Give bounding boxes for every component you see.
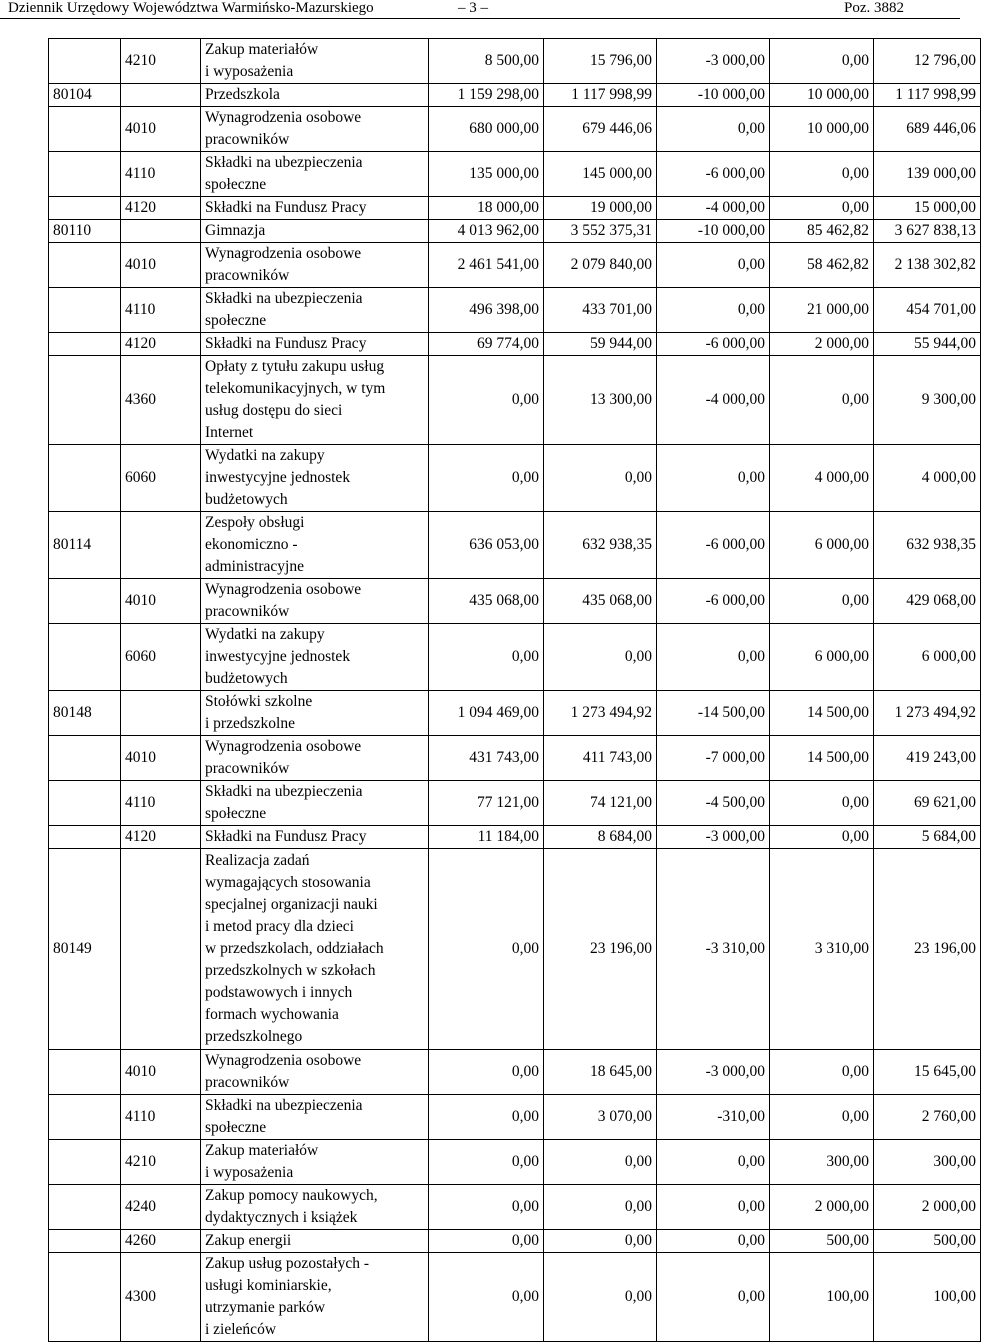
after-change-value: 454 701,00 (874, 288, 981, 333)
description-line: telekomunikacyjnych, w tym (205, 380, 386, 397)
chapter-cell (49, 1253, 121, 1342)
actual-value: 0,00 (544, 1185, 657, 1230)
description-line: Składki na ubezpieczenia (205, 290, 363, 307)
table-row (49, 356, 981, 445)
actual-value: 18 645,00 (544, 1050, 657, 1095)
chapter-cell (49, 736, 121, 781)
decrease-value: 0,00 (657, 445, 770, 512)
decrease-value: 0,00 (657, 1230, 770, 1253)
decrease-value: -3 000,00 (657, 826, 770, 849)
decrease-value: -6 000,00 (657, 333, 770, 356)
after-change-value: 429 068,00 (874, 579, 981, 624)
description-cell (201, 849, 429, 1050)
table-row (49, 197, 981, 220)
chapter-cell (49, 288, 121, 333)
decrease-value: -4 000,00 (657, 356, 770, 445)
table-row (49, 1185, 981, 1230)
table-row (49, 39, 981, 84)
after-change-value: 2 000,00 (874, 1185, 981, 1230)
plan-value: 0,00 (429, 624, 544, 691)
description-line: specjalnej organizacji nauki (205, 896, 378, 913)
after-change-value: 15 000,00 (874, 197, 981, 220)
after-change-value: 300,00 (874, 1140, 981, 1185)
decrease-value: -6 000,00 (657, 152, 770, 197)
description-line: i wyposażenia (205, 1164, 294, 1181)
table-row (49, 243, 981, 288)
description-line: Składki na ubezpieczenia (205, 1097, 363, 1114)
table-row (49, 84, 981, 107)
plan-value: 11 184,00 (429, 826, 544, 849)
chapter-cell (49, 333, 121, 356)
plan-value: 77 121,00 (429, 781, 544, 826)
paragraph-cell: 4110 (121, 152, 201, 197)
increase-value: 10 000,00 (770, 107, 874, 152)
description-line: budżetowych (205, 670, 288, 687)
page-header (0, 0, 960, 22)
actual-value: 74 121,00 (544, 781, 657, 826)
decrease-value: -3 000,00 (657, 39, 770, 84)
increase-value: 14 500,00 (770, 691, 874, 736)
chapter-cell (49, 197, 121, 220)
chapter-cell (49, 1095, 121, 1140)
description-line: Wynagrodzenia osobowe (205, 581, 362, 598)
after-change-value: 5 684,00 (874, 826, 981, 849)
decrease-value: -4 000,00 (657, 197, 770, 220)
description-line: Wydatki na zakupy (205, 626, 325, 643)
chapter-cell (49, 1185, 121, 1230)
chapter-cell (49, 1230, 121, 1253)
chapter-cell (49, 152, 121, 197)
description-line: Składki na Fundusz Pracy (205, 199, 367, 216)
description-line: Stołówki szkolne (205, 693, 313, 710)
decrease-value: -4 500,00 (657, 781, 770, 826)
description-line: społeczne (205, 176, 267, 193)
chapter-cell (49, 1050, 121, 1095)
paragraph-cell (121, 691, 201, 736)
paragraph-cell: 4260 (121, 1230, 201, 1253)
after-change-value: 3 627 838,13 (874, 220, 981, 243)
actual-value: 3 070,00 (544, 1095, 657, 1140)
increase-value: 58 462,82 (770, 243, 874, 288)
plan-value: 18 000,00 (429, 197, 544, 220)
description-line: inwestycyjne jednostek (205, 648, 351, 665)
table-row (49, 624, 981, 691)
after-change-value: 6 000,00 (874, 624, 981, 691)
table-row (49, 1050, 981, 1095)
description-line: i przedszkolne (205, 715, 295, 732)
description-line: pracowników (205, 760, 290, 777)
after-change-value: 1 117 998,99 (874, 84, 981, 107)
plan-value: 0,00 (429, 1185, 544, 1230)
description-cell (201, 1185, 429, 1230)
description-line: Wynagrodzenia osobowe (205, 109, 362, 126)
after-change-value: 500,00 (874, 1230, 981, 1253)
plan-value: 0,00 (429, 1253, 544, 1342)
table-row (49, 1230, 981, 1253)
after-change-value: 12 796,00 (874, 39, 981, 84)
chapter-cell (49, 356, 121, 445)
description-line: przedszkolnego (205, 1028, 303, 1045)
description-line: Składki na Fundusz Pracy (205, 335, 367, 352)
decrease-value: -3 310,00 (657, 849, 770, 1050)
increase-value: 0,00 (770, 197, 874, 220)
description-cell (201, 1253, 429, 1342)
plan-value: 0,00 (429, 1050, 544, 1095)
table-row (49, 826, 981, 849)
paragraph-cell: 4210 (121, 1140, 201, 1185)
description-line: Składki na Fundusz Pracy (205, 828, 367, 845)
plan-value: 496 398,00 (429, 288, 544, 333)
increase-value: 0,00 (770, 826, 874, 849)
paragraph-cell: 4010 (121, 243, 201, 288)
header-rule (0, 18, 960, 19)
chapter-cell (49, 624, 121, 691)
paragraph-cell: 6060 (121, 624, 201, 691)
description-line: Składki na ubezpieczenia (205, 783, 363, 800)
actual-value: 19 000,00 (544, 197, 657, 220)
description-line: podstawowych i innych (205, 984, 353, 1001)
paragraph-cell: 4240 (121, 1185, 201, 1230)
description-line: i wyposażenia (205, 63, 294, 80)
plan-value: 0,00 (429, 1230, 544, 1253)
after-change-value: 15 645,00 (874, 1050, 981, 1095)
description-line: Zakup pomocy naukowych, (205, 1187, 378, 1204)
plan-value: 0,00 (429, 1095, 544, 1140)
chapter-cell (49, 39, 121, 84)
plan-value: 0,00 (429, 849, 544, 1050)
increase-value: 10 000,00 (770, 84, 874, 107)
description-line: przedszkolnych w szkołach (205, 962, 376, 979)
description-cell (201, 220, 429, 243)
description-cell (201, 579, 429, 624)
table-row (49, 1140, 981, 1185)
decrease-value: 0,00 (657, 107, 770, 152)
description-line: społeczne (205, 1119, 267, 1136)
description-line: Przedszkola (205, 86, 280, 103)
decrease-value: 0,00 (657, 288, 770, 333)
actual-value: 2 079 840,00 (544, 243, 657, 288)
plan-value: 135 000,00 (429, 152, 544, 197)
increase-value: 3 310,00 (770, 849, 874, 1050)
description-line: dydaktycznych i książek (205, 1209, 358, 1226)
paragraph-cell (121, 220, 201, 243)
paragraph-cell: 6060 (121, 445, 201, 512)
plan-value: 1 094 469,00 (429, 691, 544, 736)
journal-title: Dziennik Urzędowy Województwa Warmińsko-Mazurskiego (8, 0, 374, 16)
actual-value: 679 446,06 (544, 107, 657, 152)
paragraph-cell: 4010 (121, 579, 201, 624)
description-line: Zakup materiałów (205, 41, 319, 58)
actual-value: 411 743,00 (544, 736, 657, 781)
paragraph-cell (121, 849, 201, 1050)
table-row (49, 107, 981, 152)
chapter-cell (49, 1140, 121, 1185)
description-cell (201, 197, 429, 220)
description-line: Gimnazja (205, 222, 266, 239)
description-line: pracowników (205, 131, 290, 148)
description-cell (201, 152, 429, 197)
table-row (49, 288, 981, 333)
description-cell (201, 333, 429, 356)
after-change-value: 2 760,00 (874, 1095, 981, 1140)
table-row (49, 220, 981, 243)
plan-value: 69 774,00 (429, 333, 544, 356)
plan-value: 680 000,00 (429, 107, 544, 152)
after-change-value: 632 938,35 (874, 512, 981, 579)
description-line: Zespoły obsługi (205, 514, 305, 531)
description-line: usługi kominiarskie, (205, 1277, 332, 1294)
increase-value: 0,00 (770, 39, 874, 84)
actual-value: 59 944,00 (544, 333, 657, 356)
after-change-value: 100,00 (874, 1253, 981, 1342)
description-line: Wynagrodzenia osobowe (205, 245, 362, 262)
actual-value: 15 796,00 (544, 39, 657, 84)
description-cell (201, 736, 429, 781)
plan-value: 1 159 298,00 (429, 84, 544, 107)
plan-value: 2 461 541,00 (429, 243, 544, 288)
description-line: Zakup materiałów (205, 1142, 319, 1159)
budget-table (48, 38, 981, 1342)
paragraph-cell: 4210 (121, 39, 201, 84)
description-line: i metod pracy dla dzieci (205, 918, 354, 935)
paragraph-cell (121, 512, 201, 579)
description-line: pracowników (205, 267, 290, 284)
description-line: administracyjne (205, 558, 304, 575)
description-line: Wydatki na zakupy (205, 447, 325, 464)
description-line: pracowników (205, 603, 290, 620)
table-row (49, 445, 981, 512)
after-change-value: 689 446,06 (874, 107, 981, 152)
table-row (49, 781, 981, 826)
increase-value: 0,00 (770, 781, 874, 826)
chapter-cell (49, 107, 121, 152)
description-line: Zakup usług pozostałych - (205, 1255, 370, 1272)
description-cell (201, 243, 429, 288)
paragraph-cell: 4120 (121, 826, 201, 849)
description-cell (201, 288, 429, 333)
plan-value: 0,00 (429, 445, 544, 512)
paragraph-cell: 4110 (121, 288, 201, 333)
actual-value: 13 300,00 (544, 356, 657, 445)
actual-value: 1 273 494,92 (544, 691, 657, 736)
description-line: Opłaty z tytułu zakupu usług (205, 358, 385, 375)
description-cell (201, 781, 429, 826)
description-line: pracowników (205, 1074, 290, 1091)
chapter-cell (49, 445, 121, 512)
description-line: społeczne (205, 805, 267, 822)
description-line: Zakup energii (205, 1232, 292, 1249)
description-line: wymagających stosowania (205, 874, 371, 891)
paragraph-cell: 4010 (121, 1050, 201, 1095)
description-cell (201, 1230, 429, 1253)
decrease-value: -6 000,00 (657, 579, 770, 624)
plan-value: 431 743,00 (429, 736, 544, 781)
description-line: Wynagrodzenia osobowe (205, 738, 362, 755)
description-line: formach wychowania (205, 1006, 339, 1023)
paragraph-cell: 4360 (121, 356, 201, 445)
table-row (49, 152, 981, 197)
actual-value: 1 117 998,99 (544, 84, 657, 107)
increase-value: 2 000,00 (770, 333, 874, 356)
increase-value: 0,00 (770, 356, 874, 445)
decrease-value: -3 000,00 (657, 1050, 770, 1095)
after-change-value: 419 243,00 (874, 736, 981, 781)
description-line: ekonomiczno - (205, 536, 298, 553)
description-cell (201, 624, 429, 691)
table-row (49, 849, 981, 1050)
page-marker: – 3 – (458, 0, 488, 16)
table-row (49, 512, 981, 579)
description-cell (201, 512, 429, 579)
description-cell (201, 1140, 429, 1185)
actual-value: 0,00 (544, 1140, 657, 1185)
position-number: Poz. 3882 (844, 0, 904, 16)
after-change-value: 1 273 494,92 (874, 691, 981, 736)
chapter-cell (49, 579, 121, 624)
decrease-value: -310,00 (657, 1095, 770, 1140)
description-line: i zieleńców (205, 1321, 277, 1338)
description-line: społeczne (205, 312, 267, 329)
increase-value: 0,00 (770, 1050, 874, 1095)
description-cell (201, 39, 429, 84)
after-change-value: 2 138 302,82 (874, 243, 981, 288)
plan-value: 0,00 (429, 356, 544, 445)
actual-value: 435 068,00 (544, 579, 657, 624)
plan-value: 4 013 962,00 (429, 220, 544, 243)
actual-value: 433 701,00 (544, 288, 657, 333)
decrease-value: -6 000,00 (657, 512, 770, 579)
actual-value: 632 938,35 (544, 512, 657, 579)
plan-value: 636 053,00 (429, 512, 544, 579)
actual-value: 0,00 (544, 1230, 657, 1253)
plan-value: 8 500,00 (429, 39, 544, 84)
description-line: Realizacja zadań (205, 852, 310, 869)
increase-value: 500,00 (770, 1230, 874, 1253)
table-row (49, 691, 981, 736)
actual-value: 3 552 375,31 (544, 220, 657, 243)
paragraph-cell: 4120 (121, 197, 201, 220)
increase-value: 300,00 (770, 1140, 874, 1185)
chapter-cell (49, 243, 121, 288)
description-line: Internet (205, 424, 254, 441)
table-row (49, 1253, 981, 1342)
increase-value: 6 000,00 (770, 512, 874, 579)
paragraph-cell: 4110 (121, 1095, 201, 1140)
decrease-value: 0,00 (657, 1185, 770, 1230)
table-row (49, 736, 981, 781)
decrease-value: 0,00 (657, 1140, 770, 1185)
increase-value: 100,00 (770, 1253, 874, 1342)
after-change-value: 9 300,00 (874, 356, 981, 445)
description-cell (201, 107, 429, 152)
description-cell (201, 1050, 429, 1095)
paragraph-cell (121, 84, 201, 107)
increase-value: 0,00 (770, 579, 874, 624)
description-cell (201, 826, 429, 849)
plan-value: 435 068,00 (429, 579, 544, 624)
chapter-cell: 80114 (49, 512, 121, 579)
description-line: Składki na ubezpieczenia (205, 154, 363, 171)
decrease-value: 0,00 (657, 1253, 770, 1342)
actual-value: 0,00 (544, 1253, 657, 1342)
chapter-cell: 80104 (49, 84, 121, 107)
after-change-value: 55 944,00 (874, 333, 981, 356)
table-row (49, 1095, 981, 1140)
after-change-value: 139 000,00 (874, 152, 981, 197)
description-line: utrzymanie parków (205, 1299, 326, 1316)
actual-value: 8 684,00 (544, 826, 657, 849)
after-change-value: 23 196,00 (874, 849, 981, 1050)
table-row (49, 333, 981, 356)
description-cell (201, 691, 429, 736)
description-line: budżetowych (205, 491, 288, 508)
after-change-value: 69 621,00 (874, 781, 981, 826)
table-row (49, 579, 981, 624)
actual-value: 0,00 (544, 624, 657, 691)
chapter-cell: 80149 (49, 849, 121, 1050)
description-cell (201, 445, 429, 512)
description-line: w przedszkolach, oddziałach (205, 940, 384, 957)
plan-value: 0,00 (429, 1140, 544, 1185)
chapter-cell (49, 826, 121, 849)
increase-value: 0,00 (770, 152, 874, 197)
description-cell (201, 1095, 429, 1140)
actual-value: 23 196,00 (544, 849, 657, 1050)
increase-value: 2 000,00 (770, 1185, 874, 1230)
increase-value: 85 462,82 (770, 220, 874, 243)
chapter-cell (49, 781, 121, 826)
description-line: inwestycyjne jednostek (205, 469, 351, 486)
actual-value: 0,00 (544, 445, 657, 512)
chapter-cell: 80110 (49, 220, 121, 243)
decrease-value: 0,00 (657, 243, 770, 288)
decrease-value: -7 000,00 (657, 736, 770, 781)
paragraph-cell: 4120 (121, 333, 201, 356)
increase-value: 6 000,00 (770, 624, 874, 691)
chapter-cell: 80148 (49, 691, 121, 736)
description-cell (201, 84, 429, 107)
actual-value: 145 000,00 (544, 152, 657, 197)
paragraph-cell: 4010 (121, 107, 201, 152)
description-line: Wynagrodzenia osobowe (205, 1052, 362, 1069)
after-change-value: 4 000,00 (874, 445, 981, 512)
increase-value: 14 500,00 (770, 736, 874, 781)
decrease-value: -10 000,00 (657, 220, 770, 243)
decrease-value: -14 500,00 (657, 691, 770, 736)
paragraph-cell: 4300 (121, 1253, 201, 1342)
description-line: usług dostępu do sieci (205, 402, 343, 419)
paragraph-cell: 4010 (121, 736, 201, 781)
decrease-value: -10 000,00 (657, 84, 770, 107)
increase-value: 0,00 (770, 1095, 874, 1140)
decrease-value: 0,00 (657, 624, 770, 691)
increase-value: 4 000,00 (770, 445, 874, 512)
increase-value: 21 000,00 (770, 288, 874, 333)
paragraph-cell: 4110 (121, 781, 201, 826)
description-cell (201, 356, 429, 445)
